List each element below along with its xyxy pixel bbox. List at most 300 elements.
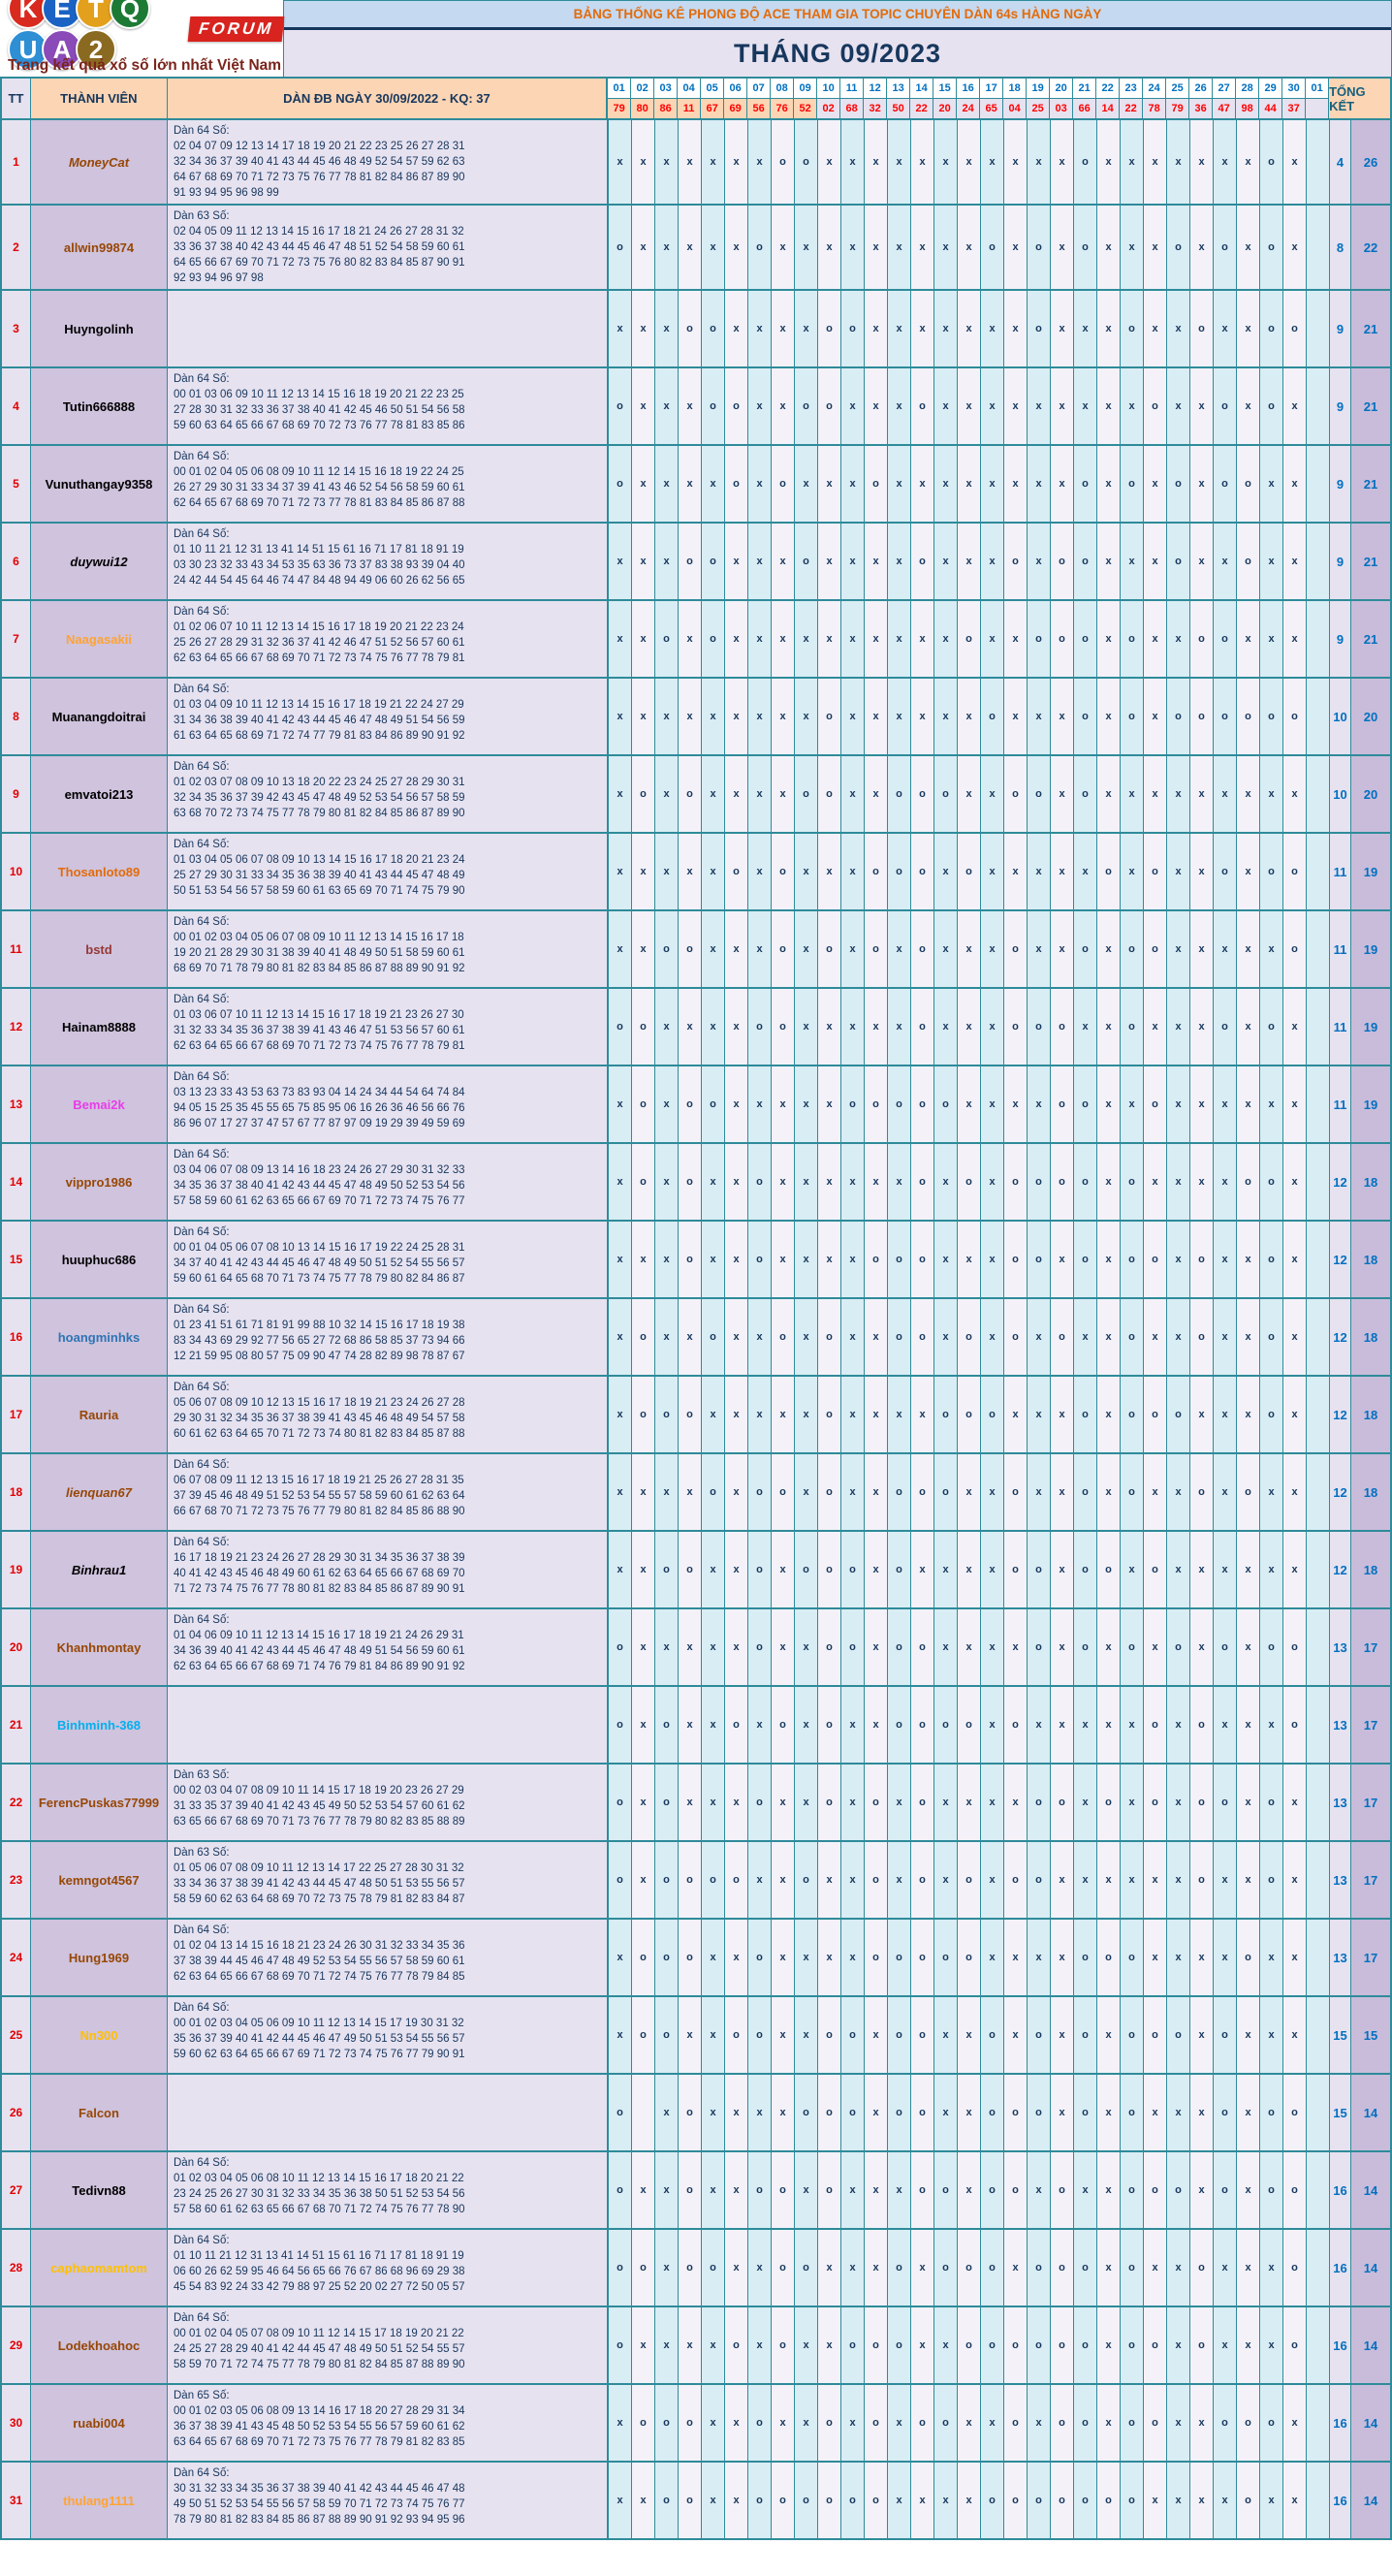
total-x-count: 19 <box>1351 834 1390 909</box>
mark-cell: o <box>1237 1454 1260 1530</box>
mark-cell: o <box>1004 2307 1028 2383</box>
day-column <box>980 79 1003 118</box>
mark-cell: o <box>888 834 911 909</box>
dan-number-line: 00 01 04 05 06 07 08 10 13 14 15 16 17 19 22 24 25 28 31 <box>174 1242 465 1254</box>
mark-cell: x <box>1097 1842 1121 1918</box>
mark-cell: o <box>1167 206 1190 289</box>
mark-cell: x <box>1051 1609 1074 1685</box>
dan-number-line: 24 42 44 54 45 64 46 74 47 84 48 94 49 06 60 26 62 56 65 <box>174 575 465 587</box>
mark-cell: o <box>1074 1144 1097 1220</box>
mark-cell <box>1307 1066 1330 1142</box>
dan-cell <box>168 911 609 987</box>
mark-cell: o <box>1051 1299 1074 1375</box>
dan-number-line: 83 34 43 69 29 92 77 56 65 27 72 68 86 58 85 37 73 94 66 <box>174 1335 465 1347</box>
dan-cell <box>168 1920 609 1995</box>
total-o-count: 16 <box>1329 2307 1351 2383</box>
mark-cell <box>1307 1842 1330 1918</box>
mark-cell: x <box>1283 120 1307 204</box>
mark-cell: x <box>1051 1377 1074 1452</box>
mark-cell: x <box>1214 1066 1237 1142</box>
mark-cell: x <box>1004 834 1028 909</box>
mark-cell: x <box>1097 446 1121 522</box>
dan-number-line: 37 38 39 44 45 46 47 48 49 52 53 54 55 56 57 58 59 60 61 <box>174 1956 465 1967</box>
dan-header-label: Dàn 64 Số: <box>174 2002 230 2014</box>
mark-cell: o <box>934 2152 958 2228</box>
mark-cell: x <box>911 291 934 366</box>
mark-cell: x <box>911 2230 934 2306</box>
mark-cell: x <box>1121 1842 1144 1918</box>
mark-cell: x <box>865 756 888 832</box>
row-number: 18 <box>2 1454 31 1530</box>
mark-cell: x <box>1051 120 1074 204</box>
day-number-label: 10 <box>817 79 839 99</box>
mark-cell: x <box>1190 2463 1214 2538</box>
mark-cell: o <box>1283 2075 1307 2150</box>
mark-cell: x <box>865 524 888 599</box>
mark-cell: x <box>795 1377 818 1452</box>
mark-cell: x <box>772 601 795 677</box>
mark-cell: o <box>1028 206 1051 289</box>
mark-cell <box>1307 834 1330 909</box>
total-x-count: 22 <box>1351 206 1390 289</box>
mark-cell: x <box>795 1687 818 1763</box>
dan-number-line: 00 01 02 03 04 05 06 09 10 11 12 13 14 15 17 19 30 31 32 <box>174 2018 464 2029</box>
mark-cell: x <box>888 206 911 289</box>
mark-cell: x <box>1074 1842 1097 1918</box>
mark-cell: x <box>934 989 958 1065</box>
mark-cell: x <box>1097 1222 1121 1297</box>
mark-cell: x <box>725 911 748 987</box>
mark-cell: o <box>609 989 632 1065</box>
mark-cell: o <box>772 2230 795 2306</box>
mark-cell: x <box>1051 1687 1074 1763</box>
day-number-label: 30 <box>1282 79 1305 99</box>
mark-cell: x <box>702 1920 725 1995</box>
mark-cell <box>1307 911 1330 987</box>
total-x-count: 18 <box>1351 1299 1390 1375</box>
mark-cell: o <box>1214 1765 1237 1840</box>
mark-cell: x <box>795 679 818 754</box>
mark-cell: x <box>725 1222 748 1297</box>
dan-number-line: 23 24 25 26 27 30 31 32 33 34 35 36 38 50 51 52 53 54 56 <box>174 2188 465 2200</box>
mark-cell: x <box>934 1765 958 1840</box>
mark-cell: o <box>702 601 725 677</box>
total-x-count: 17 <box>1351 1687 1390 1763</box>
mark-cell: x <box>1097 2385 1121 2461</box>
mark-cell: x <box>1237 1532 1260 1607</box>
marks-grid <box>609 446 1330 522</box>
mark-cell: x <box>865 206 888 289</box>
day-column <box>1189 79 1213 118</box>
dan-cell <box>168 446 609 522</box>
mark-cell: x <box>1190 1144 1214 1220</box>
mark-cell: x <box>1051 446 1074 522</box>
mark-cell: o <box>934 2385 958 2461</box>
mark-cell: o <box>655 1842 679 1918</box>
mark-cell: x <box>772 368 795 444</box>
mark-cell: x <box>1260 1997 1283 2073</box>
mark-cell: x <box>1028 1377 1051 1452</box>
dan-cell <box>168 2385 609 2461</box>
day-column <box>724 79 747 118</box>
mark-cell: o <box>911 834 934 909</box>
table-body <box>2 120 1390 2538</box>
day-columns-header <box>608 79 1329 118</box>
mark-cell: x <box>1214 1299 1237 1375</box>
mark-cell: x <box>725 2075 748 2150</box>
mark-cell: x <box>1214 911 1237 987</box>
total-x-count: 18 <box>1351 1454 1390 1530</box>
mark-cell: x <box>655 2230 679 2306</box>
mark-cell: o <box>1214 1997 1237 2073</box>
day-number-label: 08 <box>771 79 793 99</box>
mark-cell: x <box>841 1222 865 1297</box>
mark-cell: o <box>1121 2463 1144 2538</box>
day-column <box>771 79 794 118</box>
mark-cell: o <box>1260 989 1283 1065</box>
mark-cell: x <box>772 291 795 366</box>
dan-number-line: 63 64 65 67 68 69 70 71 72 73 75 76 77 78 79 81 82 83 85 <box>174 2436 465 2448</box>
mark-cell: x <box>655 120 679 204</box>
total-o-count: 9 <box>1329 368 1351 444</box>
marks-grid <box>609 911 1330 987</box>
dan-cell <box>168 2152 609 2228</box>
member-row <box>2 601 1390 679</box>
mark-cell: x <box>1051 679 1074 754</box>
mark-cell: o <box>1260 291 1283 366</box>
dan-header-label: Dàn 64 Số: <box>174 1614 230 1626</box>
mark-cell: x <box>1167 1066 1190 1142</box>
mark-cell: x <box>1004 2230 1028 2306</box>
mark-cell: x <box>1097 368 1121 444</box>
total-x-count: 20 <box>1351 679 1390 754</box>
marks-grid <box>609 1299 1330 1375</box>
day-number-label: 11 <box>840 79 863 99</box>
mark-cell: x <box>818 446 841 522</box>
day-number-label: 27 <box>1213 79 1235 99</box>
mark-cell: x <box>1260 756 1283 832</box>
dan-number-line: 31 32 33 34 35 36 37 38 39 41 43 46 47 51 53 56 57 60 61 <box>174 1025 465 1036</box>
mark-cell: o <box>818 2152 841 2228</box>
total-x-count: 18 <box>1351 1222 1390 1297</box>
mark-cell: o <box>1074 679 1097 754</box>
mark-cell: o <box>1260 1222 1283 1297</box>
mark-cell: o <box>655 2463 679 2538</box>
mark-cell: x <box>911 2463 934 2538</box>
mark-cell: x <box>1051 1222 1074 1297</box>
dan-number-line: 01 23 41 51 61 71 81 91 99 88 10 32 14 15 16 17 18 19 38 <box>174 1320 465 1331</box>
mark-cell: x <box>1097 1997 1121 2073</box>
mark-cell: x <box>702 989 725 1065</box>
mark-cell: x <box>795 911 818 987</box>
mark-cell: x <box>1283 368 1307 444</box>
mark-cell: x <box>609 1377 632 1452</box>
day-number-label: 07 <box>747 79 770 99</box>
mark-cell: x <box>725 1066 748 1142</box>
mark-cell: x <box>1028 911 1051 987</box>
mark-cell: o <box>934 1687 958 1763</box>
mark-cell: x <box>795 2307 818 2383</box>
mark-cell: x <box>1237 1842 1260 1918</box>
total-x-count: 26 <box>1351 120 1390 204</box>
mark-cell: x <box>1028 1066 1051 1142</box>
mark-cell: o <box>655 911 679 987</box>
member-row <box>2 2307 1390 2385</box>
mark-cell: x <box>911 206 934 289</box>
member-row <box>2 1532 1390 1609</box>
mark-cell: x <box>934 834 958 909</box>
row-number: 16 <box>2 1299 31 1375</box>
mark-cell: o <box>609 1842 632 1918</box>
mark-cell: x <box>1097 120 1121 204</box>
dan-number-line: 58 59 70 71 72 74 75 77 78 79 80 81 82 84 85 87 88 89 90 <box>174 2359 465 2370</box>
mark-cell: o <box>632 756 655 832</box>
mark-cell: o <box>632 1997 655 2073</box>
dan-number-line: 61 63 64 65 68 69 71 72 74 77 79 81 83 84 86 89 90 91 92 <box>174 730 465 742</box>
mark-cell: x <box>748 1687 772 1763</box>
mark-cell: x <box>981 1765 1004 1840</box>
mark-cell: x <box>632 601 655 677</box>
mark-cell: o <box>1260 120 1283 204</box>
mark-cell: x <box>1144 524 1167 599</box>
mark-cell: x <box>1260 601 1283 677</box>
mark-cell: x <box>725 1377 748 1452</box>
mark-cell: x <box>958 446 981 522</box>
mark-cell: o <box>748 1765 772 1840</box>
mark-cell: x <box>1237 1066 1260 1142</box>
dan-number-line: 59 60 61 64 65 68 70 71 73 74 75 77 78 79 80 82 84 86 87 <box>174 1273 465 1285</box>
mark-cell: o <box>1237 1920 1260 1995</box>
member-row <box>2 1920 1390 1997</box>
day-number-label: 16 <box>957 79 979 99</box>
row-number: 17 <box>2 1377 31 1452</box>
mark-cell: x <box>981 1066 1004 1142</box>
row-number: 28 <box>2 2230 31 2306</box>
marks-grid <box>609 2152 1330 2228</box>
row-number: 15 <box>2 1222 31 1297</box>
day-column <box>678 79 701 118</box>
marks-grid <box>609 1222 1330 1297</box>
total-x-count: 14 <box>1351 2075 1390 2150</box>
dan-number-line: 01 05 06 07 08 09 10 11 12 13 14 17 22 25 27 28 30 31 32 <box>174 1862 464 1874</box>
mark-cell: o <box>1283 834 1307 909</box>
dan-number-line: 01 02 03 07 08 09 10 13 18 20 22 23 24 25 27 28 29 30 31 <box>174 777 465 788</box>
dan-cell <box>168 1765 609 1840</box>
mark-cell: x <box>702 2385 725 2461</box>
mark-cell: x <box>655 368 679 444</box>
mark-cell: x <box>1237 1222 1260 1297</box>
mark-cell <box>1307 1454 1330 1530</box>
mark-cell: x <box>1004 601 1028 677</box>
mark-cell: o <box>1121 1299 1144 1375</box>
mark-cell <box>1307 206 1330 289</box>
mark-cell: x <box>1190 911 1214 987</box>
dan-number-line: 62 64 65 67 68 69 70 71 72 73 77 78 81 83 84 85 86 87 88 <box>174 497 465 509</box>
dan-header-label: Dàn 64 Số: <box>174 373 230 385</box>
mark-cell: o <box>911 1299 934 1375</box>
mark-cell <box>1307 2463 1330 2538</box>
mark-cell: x <box>1283 1377 1307 1452</box>
member-name: FerencPuskas77999 <box>31 1765 168 1840</box>
member-row <box>2 1842 1390 1920</box>
mark-cell: x <box>702 2463 725 2538</box>
mark-cell: x <box>1237 206 1260 289</box>
mark-cell: x <box>1097 1066 1121 1142</box>
mark-cell <box>1307 1765 1330 1840</box>
mark-cell: o <box>1004 1144 1028 1220</box>
mark-cell: o <box>911 1687 934 1763</box>
mark-cell: x <box>865 1532 888 1607</box>
marks-grid <box>609 1842 1330 1918</box>
mark-cell: o <box>981 2230 1004 2306</box>
mark-cell: x <box>981 120 1004 204</box>
mark-cell: x <box>958 2075 981 2150</box>
mark-cell: o <box>1283 291 1307 366</box>
mark-cell: o <box>1260 679 1283 754</box>
mark-cell: o <box>911 756 934 832</box>
mark-cell: o <box>1283 2307 1307 2383</box>
total-o-count: 13 <box>1329 1920 1351 1995</box>
mark-cell: x <box>702 2152 725 2228</box>
dan-number-line: 29 30 31 32 34 35 36 37 38 39 41 43 45 46 48 49 54 57 58 <box>174 1413 465 1424</box>
day-column <box>933 79 957 118</box>
row-number: 8 <box>2 679 31 754</box>
mark-cell: x <box>981 911 1004 987</box>
mark-cell: x <box>1167 120 1190 204</box>
mark-cell: x <box>841 989 865 1065</box>
mark-cell: x <box>1260 1532 1283 1607</box>
mark-cell: x <box>958 1454 981 1530</box>
mark-cell: o <box>958 2230 981 2306</box>
mark-cell: x <box>725 291 748 366</box>
marks-grid <box>609 368 1330 444</box>
mark-cell: x <box>772 1532 795 1607</box>
member-row <box>2 1299 1390 1377</box>
mark-cell: x <box>702 1144 725 1220</box>
mark-cell: o <box>1074 1454 1097 1530</box>
dan-number-line: 19 20 21 28 29 30 31 38 39 40 41 48 49 50 51 58 59 60 61 <box>174 947 465 959</box>
mark-cell: o <box>1121 989 1144 1065</box>
mark-cell: o <box>1260 1765 1283 1840</box>
mark-cell: x <box>1190 1532 1214 1607</box>
mark-cell: o <box>1004 524 1028 599</box>
mark-cell: x <box>1144 2463 1167 2538</box>
mark-cell: x <box>1051 756 1074 832</box>
marks-grid <box>609 120 1330 204</box>
brand-logo[interactable] <box>0 0 283 77</box>
mark-cell: o <box>702 2230 725 2306</box>
mark-cell: x <box>911 1377 934 1452</box>
total-o-count: 16 <box>1329 2230 1351 2306</box>
mark-cell: o <box>679 1532 702 1607</box>
mark-cell: x <box>1283 1066 1307 1142</box>
member-name: MoneyCat <box>31 120 168 204</box>
mark-cell: x <box>1144 1144 1167 1220</box>
mark-cell: o <box>911 989 934 1065</box>
mark-cell: x <box>655 524 679 599</box>
dan-number-line: 62 63 64 65 66 67 68 69 70 71 72 73 74 75 76 77 78 79 81 <box>174 652 465 664</box>
dan-number-line: 33 36 37 38 40 42 43 44 45 46 47 48 51 52 54 58 59 60 61 <box>174 241 465 253</box>
mark-cell: x <box>818 524 841 599</box>
mark-cell: x <box>1074 1299 1097 1375</box>
total-x-count: 19 <box>1351 911 1390 987</box>
mark-cell: x <box>1190 989 1214 1065</box>
dan-number-line: 01 03 04 09 10 11 12 13 14 15 16 17 18 19 21 22 24 27 29 <box>174 699 464 711</box>
mark-cell: x <box>725 679 748 754</box>
total-o-count: 13 <box>1329 1765 1351 1840</box>
mark-cell: x <box>981 368 1004 444</box>
mark-cell: o <box>748 2463 772 2538</box>
mark-cell: x <box>702 1222 725 1297</box>
mark-cell: x <box>609 291 632 366</box>
mark-cell: x <box>888 1377 911 1452</box>
mark-cell: x <box>841 2230 865 2306</box>
mark-cell: o <box>679 911 702 987</box>
mark-cell: x <box>1214 1532 1237 1607</box>
mark-cell: o <box>911 2075 934 2150</box>
mark-cell: x <box>1167 2463 1190 2538</box>
mark-cell: o <box>1237 2463 1260 2538</box>
dan-cell <box>168 679 609 754</box>
mark-cell: x <box>772 1377 795 1452</box>
marks-grid <box>609 1454 1330 1530</box>
mark-cell: o <box>1190 1765 1214 1840</box>
mark-cell: x <box>1190 368 1214 444</box>
dan-number-line: 01 02 04 13 14 15 16 18 21 23 24 26 30 31 32 33 34 35 36 <box>174 1940 465 1952</box>
mark-cell: o <box>958 1842 981 1918</box>
total-o-count: 9 <box>1329 291 1351 366</box>
mark-cell: o <box>679 1222 702 1297</box>
mark-cell: x <box>888 2152 911 2228</box>
member-name: hoangminhks <box>31 1299 168 1375</box>
mark-cell: o <box>1074 1609 1097 1685</box>
mark-cell: o <box>795 524 818 599</box>
mark-cell: x <box>679 1687 702 1763</box>
mark-cell: x <box>1237 2230 1260 2306</box>
day-number-label: 21 <box>1073 79 1095 99</box>
mark-cell: x <box>795 601 818 677</box>
mark-cell: o <box>818 1609 841 1685</box>
mark-cell: x <box>795 1222 818 1297</box>
day-result-value: 68 <box>840 99 863 118</box>
dan-number-line: 86 96 07 17 27 37 47 57 67 77 87 97 09 19 29 39 49 59 69 <box>174 1118 465 1129</box>
mark-cell: o <box>1074 524 1097 599</box>
mark-cell: x <box>1214 1687 1237 1763</box>
mark-cell: x <box>1260 524 1283 599</box>
mark-cell: x <box>679 446 702 522</box>
mark-cell <box>1307 291 1330 366</box>
mark-cell: x <box>818 2230 841 2306</box>
mark-cell: o <box>1190 291 1214 366</box>
mark-cell: o <box>818 291 841 366</box>
total-o-count: 12 <box>1329 1532 1351 1607</box>
mark-cell: o <box>865 1066 888 1142</box>
mark-cell: x <box>795 1765 818 1840</box>
mark-cell: x <box>865 291 888 366</box>
mark-cell: x <box>934 1997 958 2073</box>
total-x-count: 17 <box>1351 1609 1390 1685</box>
mark-cell: x <box>679 120 702 204</box>
dan-number-line: 32 34 35 36 37 39 42 43 45 47 48 49 52 53 54 56 57 58 59 <box>174 792 465 804</box>
dan-header-label: Dàn 64 Số: <box>174 1924 230 1936</box>
member-name: Bemai2k <box>31 1066 168 1142</box>
mark-cell: x <box>655 679 679 754</box>
dan-header-label: Dàn 63 Số: <box>174 1769 230 1781</box>
mark-cell: o <box>888 1532 911 1607</box>
dan-number-line: 58 59 60 62 63 64 68 69 70 72 73 75 78 79 81 82 83 84 87 <box>174 1893 465 1905</box>
day-result-value: 80 <box>631 99 653 118</box>
mark-cell: o <box>632 1144 655 1220</box>
